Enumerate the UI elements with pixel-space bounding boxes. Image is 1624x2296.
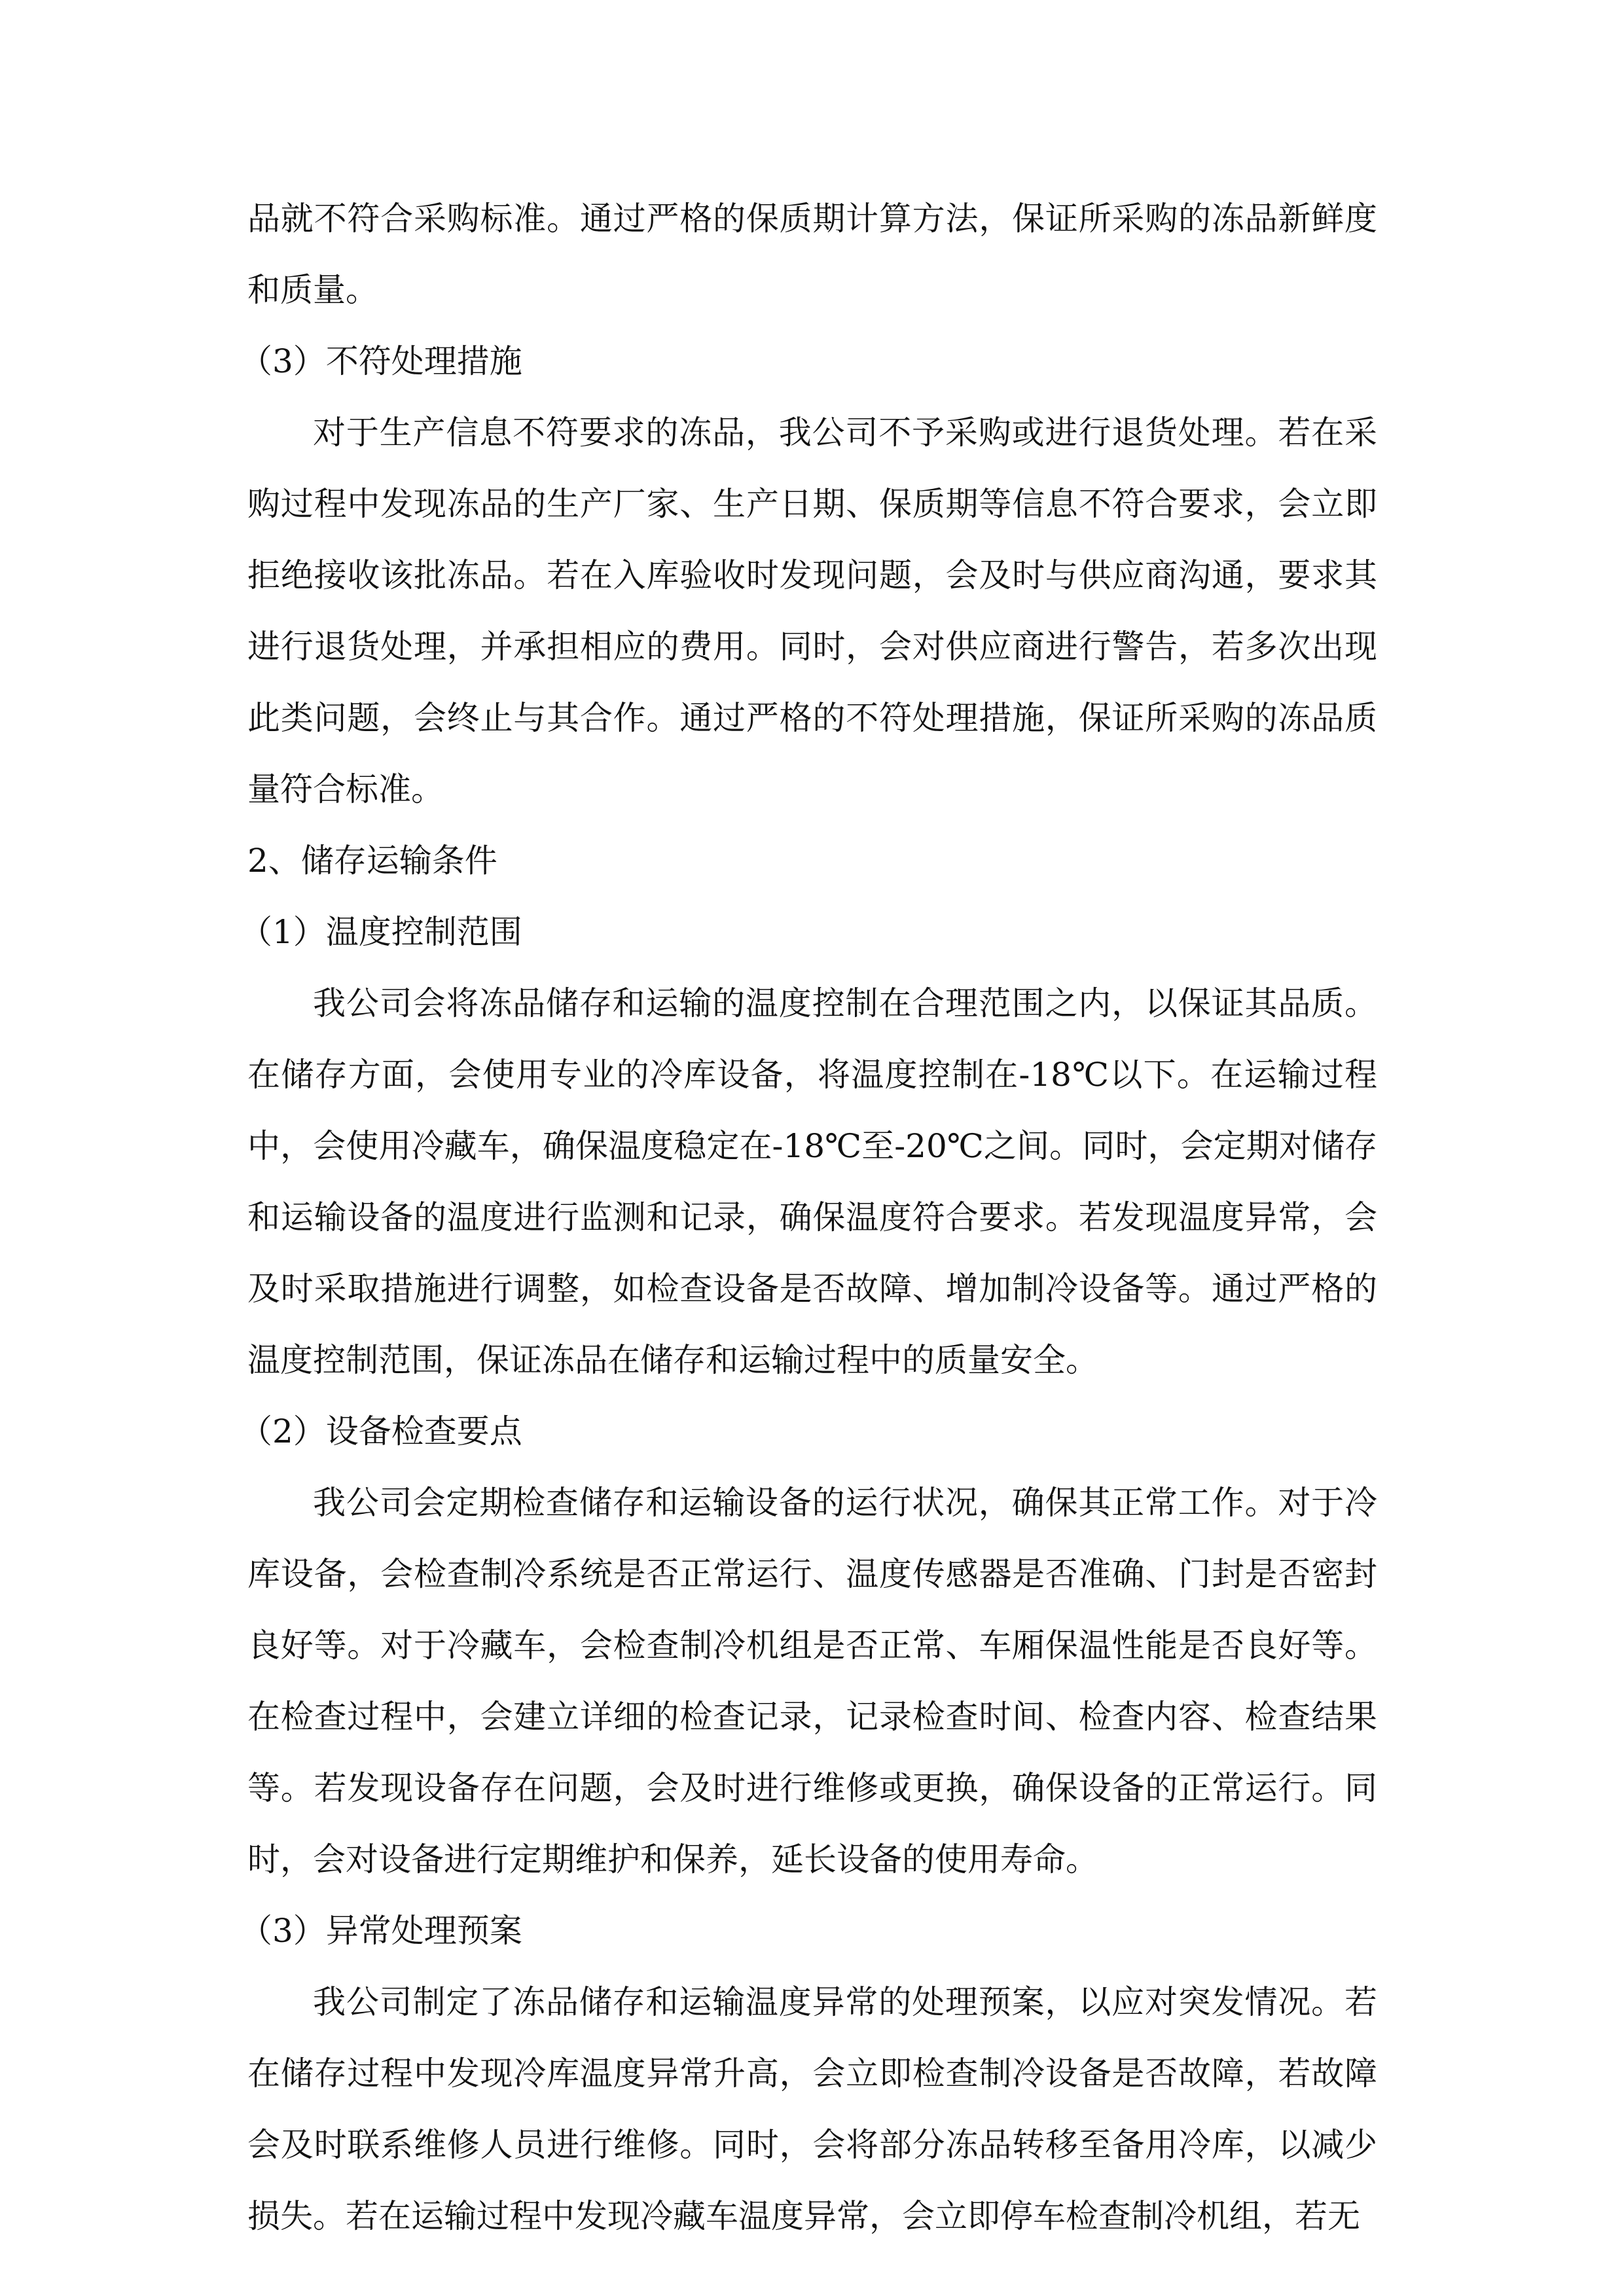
paragraph-temperature-range: 我公司会将冻品储存和运输的温度控制在合理范围之内，以保证其品质。在储存方面，会使用专业的冷库设备，将温度控制在-18℃以下。在运输过程中，会使用冷藏车，确保温度稳定在-18℃至-20℃之间。同时，会定期对储存和运输设备的温度进行监测和记录，确保温度符合要求。若发现温度异常，会及时采取措施进行调整，如检查设备是否故障、增加制冷设备等。通过严格的温度控制范围，保证冻品在储存和运输过程中的质量安全。 <box>247 984 1377 1379</box>
subheading-equipment-inspection: （2）设备检查要点 <box>240 1412 522 1450</box>
paragraph-nonconformity-measures: 对于生产信息不符要求的冻品，我公司不予采购或进行退货处理。若在采购过程中发现冻品的生产厂家、生产日期、保质期等信息不符合要求，会立即拒绝接收该批冻品。若在入库验收时发现问题，会及时与供应商沟通，要求其进行退货处理，并承担相应的费用。同时，会对供应商进行警告，若多次出现此类问题，会终止与其合作。通过严格的不符处理措施，保证所采购的冻品质量符合标准。 <box>247 414 1377 808</box>
paragraph-exception-plan: 我公司制定了冻品储存和运输温度异常的处理预案，以应对突发情况。若在储存过程中发现冷库温度异常升高，会立即检查制冷设备是否故障，若故障会及时联系维修人员进行维修。同时，会将部分冻品转移至备用冷库，以减少损失。若在运输过程中发现冷藏车温度异常，会立即停车检查制冷机组，若无 <box>247 1983 1377 2235</box>
paragraph-shelf-life-conclusion: 品就不符合采购标准。通过严格的保质期计算方法，保证所采购的冻品新鲜度和质量。 <box>247 200 1377 309</box>
document-page <box>240 183 1377 2252</box>
subheading-temperature-range: （1）温度控制范围 <box>240 913 522 951</box>
subheading-exception-plan: （3）异常处理预案 <box>240 1912 522 1950</box>
paragraph-equipment-inspection: 我公司会定期检查储存和运输设备的运行状况，确保其正常工作。对于冷库设备，会检查制冷系统是否正常运行、温度传感器是否准确、门封是否密封良好等。对于冷藏车，会检查制冷机组是否正常、车厢保温性能是否良好等。在检查过程中，会建立详细的检查记录，记录检查时间、检查内容、检查结果等。若发现设备存在问题，会及时进行维修或更换，确保设备的正常运行。同时，会对设备进行定期维护和保养，延长设备的使用寿命。 <box>247 1484 1377 1878</box>
heading-storage-transport: 2、储存运输条件 <box>247 842 497 880</box>
subheading-nonconformity-measures: （3）不符处理措施 <box>240 342 522 380</box>
